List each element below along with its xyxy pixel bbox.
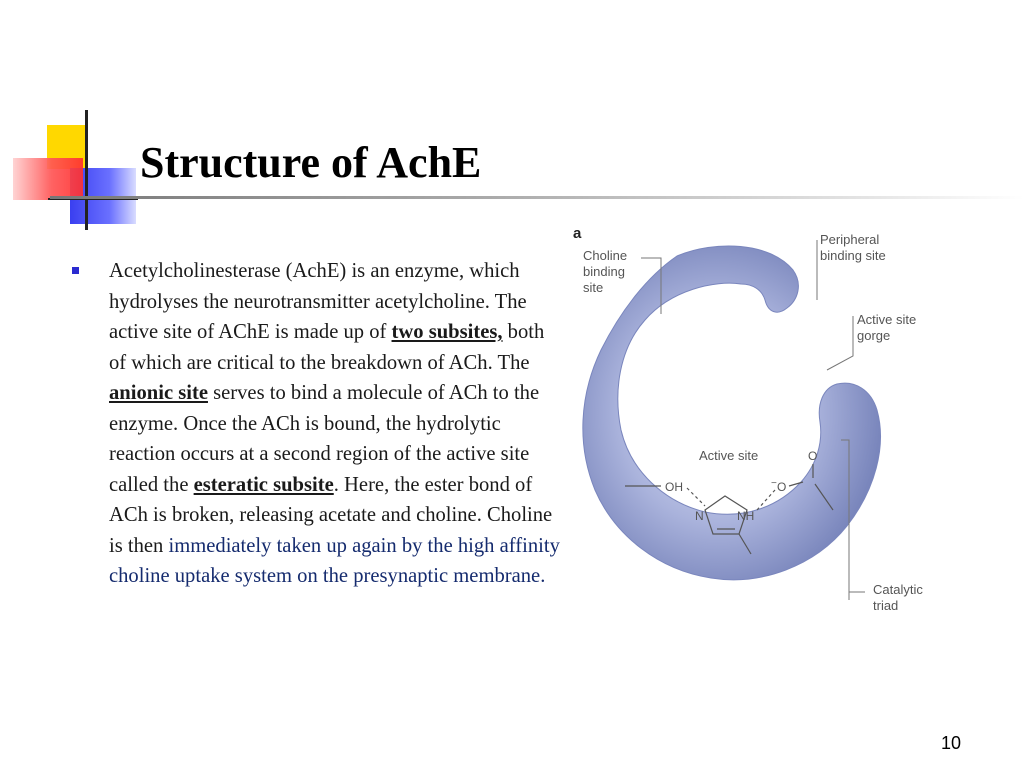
- label-gorge-2: gorge: [857, 328, 891, 343]
- label-nh: NH: [737, 509, 755, 523]
- text-segment-normal: The: [492, 351, 530, 374]
- bullet-text: [109, 256, 561, 592]
- label-peripheral-1: Peripheral: [820, 232, 880, 247]
- enzyme-body: [583, 246, 881, 580]
- label-peripheral-2: binding site: [820, 248, 886, 263]
- page-number: 10: [940, 733, 961, 753]
- label-triad-2: triad: [873, 598, 899, 613]
- slide-title: Structure of AchE: [140, 138, 482, 187]
- deco-red-square: [13, 158, 83, 200]
- label-o-top: O: [808, 449, 818, 463]
- o-minus-charge: −: [771, 478, 777, 489]
- label-o-minus: O: [777, 480, 787, 494]
- text-segment-normal: Acetylcholinesterase (AchE) is an enzyme, which hydrolyses the neurotransmitter acetylcholine. The active site of AChE is made up of: [109, 260, 527, 343]
- label-gorge-1: Active site: [857, 312, 917, 327]
- title-underline: [50, 196, 1024, 199]
- text-segment-normal: Here, the ester bond of ACh is broken, releasing acetate and choline. Choline is then: [109, 473, 553, 557]
- oh-hbond: [687, 488, 705, 506]
- ache-structure-diagram: [565, 220, 945, 640]
- text-segment-bold: .: [333, 473, 339, 496]
- panel-letter: a: [573, 225, 582, 242]
- label-choline-3: site: [583, 280, 604, 295]
- label-oh: OH: [665, 480, 683, 494]
- text-segment-normal: both of which are critical to the breakdown of ACh: [109, 321, 545, 374]
- bullet-square-icon: [72, 267, 79, 274]
- text-segment-em: anionic site: [109, 382, 208, 404]
- corner-decoration: [0, 105, 140, 230]
- label-choline-1: Choline: [583, 248, 628, 263]
- text-segment-blue: immediately taken up again by the high affinity choline uptake system on the presynaptic membrane.: [109, 534, 560, 587]
- text-segment-em: two subsites,: [391, 321, 503, 343]
- text-segment-bold: .: [487, 351, 493, 374]
- label-n: N: [695, 509, 704, 523]
- text-segment-normal: serves to bind a molecule of ACh to the enzyme. Once the ACh is bound, the hydrolytic reaction occurs at a second region of the active site called the: [109, 382, 540, 496]
- label-active-site: Active site: [699, 448, 759, 463]
- text-segment-em: esteratic subsite: [193, 473, 334, 496]
- label-choline-2: binding: [583, 264, 625, 279]
- label-triad-1: Catalytic: [873, 582, 923, 597]
- deco-vertical-line: [85, 110, 88, 230]
- gorge-leader: [827, 316, 853, 370]
